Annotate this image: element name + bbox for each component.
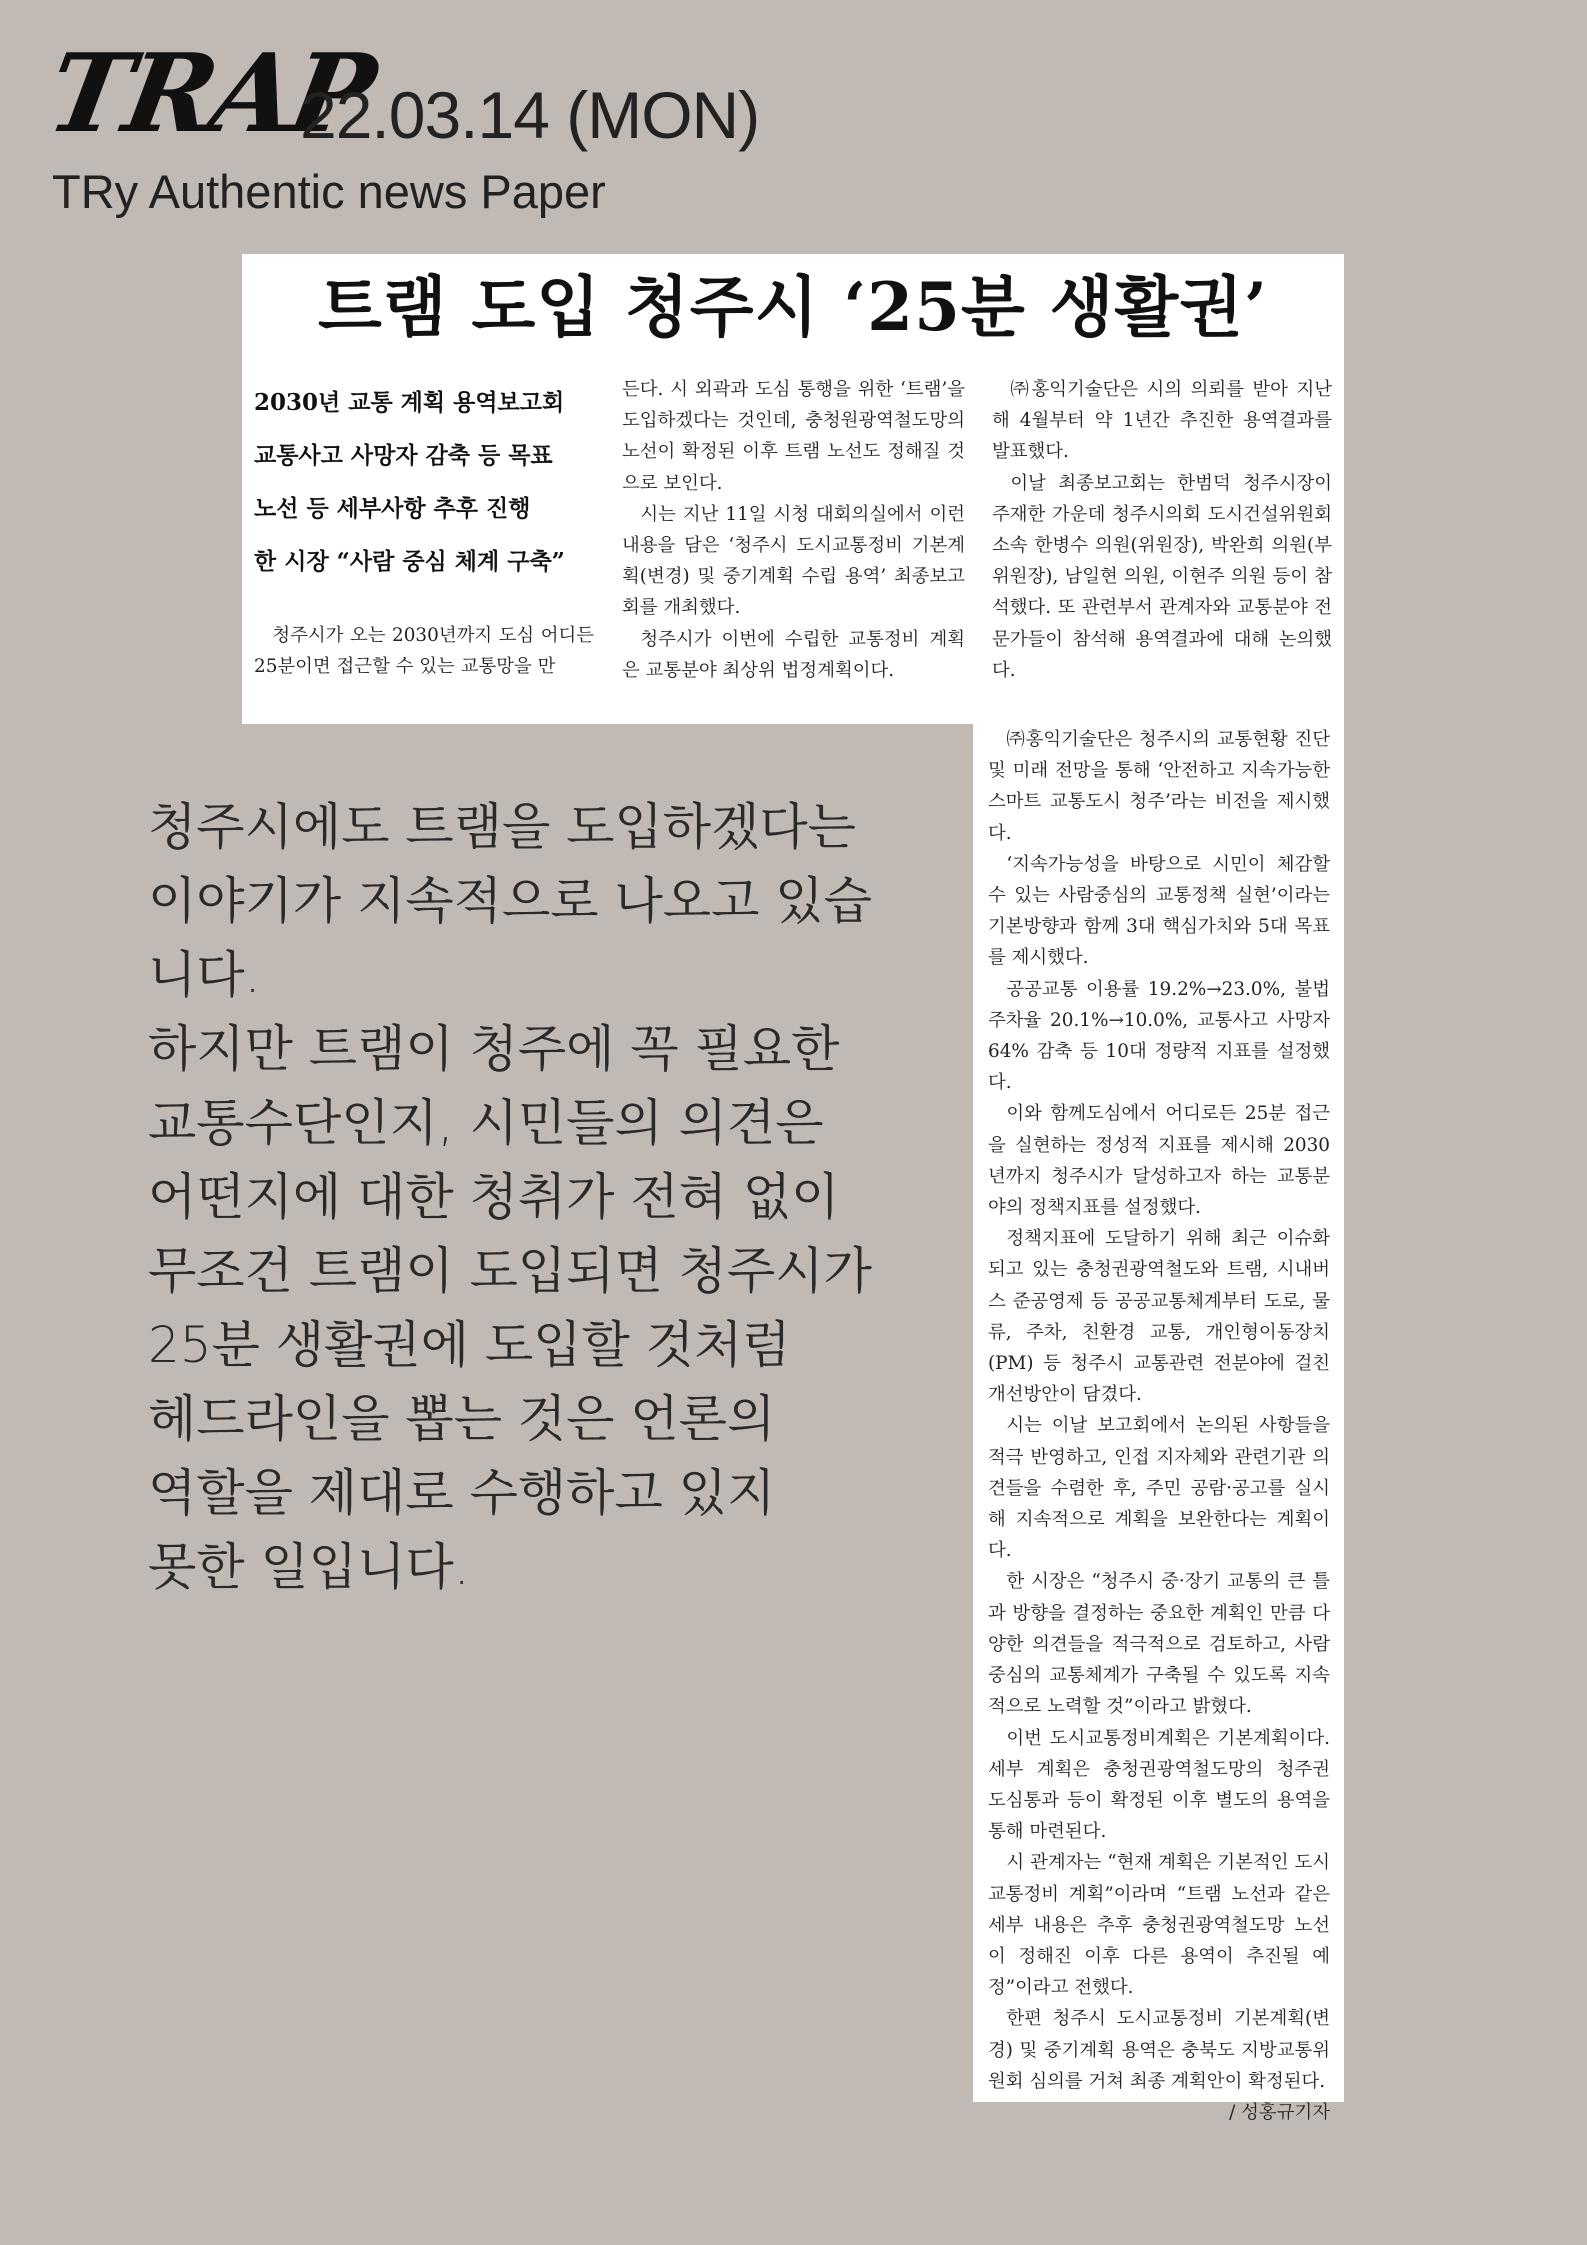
commentary-line: 청주시에도 트램을 도입하겠다는 [148, 798, 856, 856]
commentary-line: 못한 일입니다. [148, 1538, 470, 1596]
article-headline: 트램 도입 청주시 ‘25분 생활권’ [317, 268, 1269, 346]
commentary-line: 니다. [148, 946, 261, 1004]
article-paragraph: 이날 최종보고회는 한범덕 청주시장이 주재한 가운데 청주시의회 도시건설위원회 소속 한병수 의원(위원장), 박완희 의원(부위원장), 남일현 의원, 이현주 의원 등이 참석했다. 또 관련부서 관계자와 교통분야 전문가들이 참석해 용역결과에 대해 논의했다. [992, 472, 1332, 681]
article-paragraph: 청주시가 오는 2030년까지 도심 어디든 25분이면 접근할 수 있는 교통망을 만 [254, 625, 594, 678]
article-paragraph: 이번 도시교통정비계획은 기본계획이다. 세부 계획은 충청권광역철도망의 청주권 도심통과 등이 확정된 이후 별도의 용역을 통해 마련된다. [988, 1727, 1330, 1843]
article-subheads [254, 376, 584, 588]
article-paragraph: 시는 이날 보고회에서 논의된 사항들을 적극 반영하고, 인접 지자체와 관련기관 의견들을 수렴한 후, 주민 공람·공고를 실시해 지속적으로 계획을 보완한다는 계획이다. [988, 1415, 1330, 1562]
article-paragraph: ㈜홍익기술단은 청주시의 교통현황 진단 및 미래 전망을 통해 ‘안전하고 지속가능한 스마트 교통도시 청주’라는 비전을 제시했다. [988, 729, 1330, 844]
newspaper-clipping-continuation [973, 724, 1344, 2123]
article-paragraph: ‘지속가능성을 바탕으로 시민이 체감할 수 있는 사람중심의 교통정책 실현’이라는 기본방향과 함께 3대 핵심가치와 5대 목표를 제시했다. [988, 853, 1330, 969]
subhead-line: 한 시장 “사람 중심 체계 구축” [254, 548, 565, 575]
commentary-line: 역할을 제대로 수행하고 있지 [148, 1464, 776, 1522]
article-paragraph: 시는 지난 11일 시청 대회의실에서 이런 내용을 담은 ‘청주시 도시교통정비 기본계획(변경) 및 중기계획 수립 용역’ 최종보고회를 개최했다. [622, 503, 965, 619]
trap-logo: TRAP [38, 31, 381, 157]
article-paragraph: ㈜홍익기술단은 시의 의뢰를 받아 지난해 4월부터 약 1년간 추진한 용역결과를 발표했다. [992, 379, 1332, 463]
article-paragraph: 든다. 시 외곽과 도심 통행을 위한 ‘트램’을 도입하겠다는 것인데, 충청원광역철도망의 노선이 확정된 이후 트램 노선도 정해질 것으로 보인다. [622, 379, 965, 494]
article-column-3-rest [988, 724, 1330, 2128]
article-column-1 [254, 620, 594, 682]
article-paragraph: 공공교통 이용률 19.2%→23.0%, 불법주차율 20.1%→10.0%, 교통사고 사망자 64% 감축 등 10대 정량적 지표를 설정했다. [988, 978, 1330, 1094]
article-paragraph: 정책지표에 도달하기 위해 최근 이슈화 되고 있는 충청권광역철도와 트램, 시내버스 준공영제 등 공공교통체계부터 도로, 물류, 주차, 친환경 교통, 개인형이동장치(PM) 등 청주시 교통관련 전분야에 걸친 개선방안이 담겼다. [988, 1228, 1330, 1406]
commentary-line: 무조건 트램이 도입되면 청주시가 [148, 1242, 872, 1300]
tagline: TRy Authentic news Paper [52, 165, 606, 218]
subhead-line: 2030년 교통 계획 용역보고회 [254, 389, 565, 416]
commentary-line: 교통수단인지, 시민들의 의견은 [148, 1094, 824, 1152]
commentary-text [148, 790, 938, 1604]
newspaper-clipping-top [242, 254, 1344, 724]
commentary-line: 어떤지에 대한 청취가 전혀 없이 [148, 1168, 840, 1226]
subhead-line: 교통사고 사망자 감축 등 목표 [254, 442, 553, 469]
issue-date: 22.03.14 (MON) [300, 78, 760, 152]
article-paragraph: 이와 함께도심에서 어디로든 25분 접근을 실현하는 정성적 지표를 제시해 2030년까지 청주시가 달성하고자 하는 교통분야의 정책지표를 설정했다. [988, 1103, 1330, 1219]
article-paragraph: 한 시장은 “청주시 중·장기 교통의 큰 틀과 방향을 결정하는 중요한 계획인 만큼 다양한 의견들을 적극적으로 검토하고, 사람중심의 교통체계가 구축될 수 있도록 지속적으로 노력할 것”이라고 밝혔다. [988, 1571, 1330, 1718]
commentary-line: 헤드라인을 뽑는 것은 언론의 [148, 1390, 776, 1448]
commentary-line: 이야기가 지속적으로 나오고 있습 [148, 872, 872, 930]
article-byline: / 성홍규기자 [1229, 2101, 1330, 2123]
article-paragraph: 청주시가 이번에 수립한 교통정비 계획은 교통분야 최상위 법정계획이다. [622, 628, 965, 681]
article-paragraph: 한편 청주시 도시교통정비 기본계획(변경) 및 중기계획 용역은 충북도 지방교통위원회 심의를 거쳐 최종 계획안이 확정된다. [988, 2008, 1330, 2092]
article-paragraph: 시 관계자는 “현재 계획은 기본적인 도시교통정비 계획”이라며 “트램 노선과 같은 세부 내용은 추후 충청권광역철도망 노선이 정해진 이후 다른 용역이 추진될 예정”이라고 전했다. [988, 1852, 1330, 1999]
article-column-3-top [992, 374, 1332, 686]
commentary-line: 하지만 트램이 청주에 꼭 필요한 [148, 1020, 840, 1078]
commentary-line: 25분 생활권에 도입할 것처럼 [148, 1316, 791, 1374]
subhead-line: 노선 등 세부사항 추후 진행 [254, 495, 531, 522]
article-column-2 [622, 374, 965, 686]
